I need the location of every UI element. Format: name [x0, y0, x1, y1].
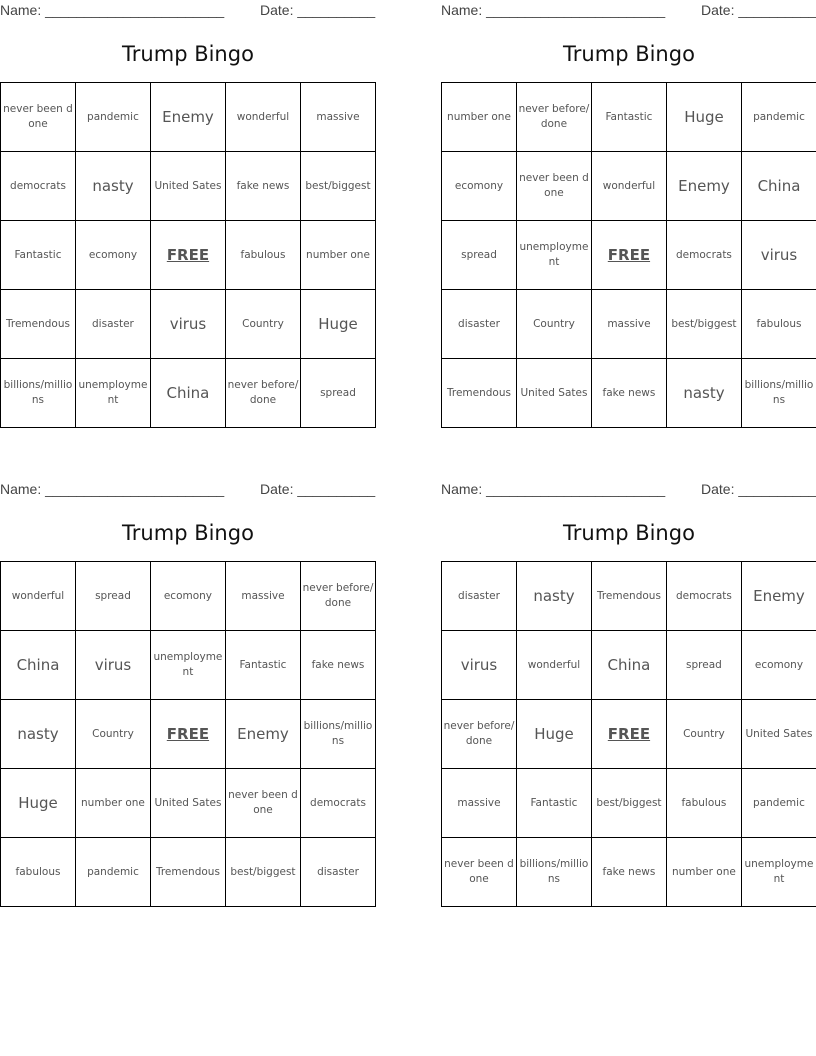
bingo-cell: best/biggest — [666, 290, 741, 359]
bingo-cell: number one — [75, 769, 150, 838]
card-title: Trump Bingo — [122, 521, 254, 545]
bingo-cell: spread — [442, 221, 517, 290]
bingo-cell: wonderful — [225, 83, 300, 152]
bingo-cell: fake news — [225, 152, 300, 221]
grid-row — [1, 290, 376, 359]
bingo-cell: nasty — [1, 700, 76, 769]
name-field-label: Name: _______________________ — [0, 2, 225, 18]
bingo-cell: unemployment — [516, 221, 591, 290]
bingo-cell: ecomony — [741, 631, 816, 700]
bingo-cell: unemployment — [741, 838, 816, 907]
name-field-label: Name: _______________________ — [0, 481, 225, 497]
grid-row — [442, 83, 816, 152]
bingo-cell: fabulous — [666, 769, 741, 838]
card-title: Trump Bingo — [563, 521, 695, 545]
free-cell: FREE — [591, 700, 666, 769]
bingo-cell: Tremendous — [150, 838, 225, 907]
date-field-label: Date: __________ — [701, 2, 816, 18]
bingo-cell: wonderful — [1, 562, 76, 631]
bingo-cell: Fantastic — [591, 83, 666, 152]
bingo-cell: Fantastic — [1, 221, 76, 290]
date-field-label: Date: __________ — [260, 481, 376, 497]
bingo-cell: Huge — [516, 700, 591, 769]
bingo-cell: Enemy — [741, 562, 816, 631]
grid-row — [1, 152, 376, 221]
bingo-cell: fake news — [300, 631, 375, 700]
bingo-cell: virus — [442, 631, 517, 700]
bingo-cell: democrats — [666, 562, 741, 631]
bingo-cell: massive — [591, 290, 666, 359]
grid-row — [1, 838, 376, 907]
bingo-cell: United Sates — [150, 152, 225, 221]
grid-row — [442, 152, 816, 221]
grid-row — [1, 631, 376, 700]
bingo-cell: virus — [741, 221, 816, 290]
bingo-cell: massive — [225, 562, 300, 631]
grid-row — [1, 83, 376, 152]
bingo-cell: never before/done — [442, 700, 517, 769]
bingo-cell: spread — [75, 562, 150, 631]
grid-row — [442, 359, 816, 428]
bingo-cell: Fantastic — [225, 631, 300, 700]
bingo-cell: number one — [442, 83, 517, 152]
bingo-cell: Huge — [1, 769, 76, 838]
bingo-cell: disaster — [442, 290, 517, 359]
name-date-row — [441, 481, 816, 499]
bingo-cell: pandemic — [741, 83, 816, 152]
bingo-grid — [441, 561, 816, 907]
bingo-cell: never been done — [442, 838, 517, 907]
bingo-cell: China — [150, 359, 225, 428]
bingo-cell: never before/done — [225, 359, 300, 428]
grid-row — [1, 562, 376, 631]
grid-row — [1, 700, 376, 769]
bingo-cell: nasty — [516, 562, 591, 631]
bingo-cell: nasty — [75, 152, 150, 221]
bingo-cell: billions/millions — [1, 359, 76, 428]
grid-row — [1, 359, 376, 428]
bingo-grid — [441, 82, 816, 428]
bingo-cell: number one — [666, 838, 741, 907]
bingo-cell: spread — [666, 631, 741, 700]
bingo-cell: massive — [442, 769, 517, 838]
bingo-cell: Tremendous — [591, 562, 666, 631]
bingo-grid — [0, 561, 376, 907]
bingo-cell: Tremendous — [1, 290, 76, 359]
grid-row — [1, 769, 376, 838]
bingo-cell: disaster — [300, 838, 375, 907]
name-date-row — [0, 481, 376, 499]
bingo-cell: pandemic — [741, 769, 816, 838]
date-field-label: Date: __________ — [260, 2, 376, 18]
bingo-cell: China — [741, 152, 816, 221]
free-cell: FREE — [150, 221, 225, 290]
grid-row — [442, 838, 816, 907]
grid-row — [442, 290, 816, 359]
bingo-cell: Country — [666, 700, 741, 769]
bingo-cell: fake news — [591, 838, 666, 907]
bingo-cell: Country — [225, 290, 300, 359]
bingo-cell: wonderful — [591, 152, 666, 221]
free-cell: FREE — [150, 700, 225, 769]
bingo-cell: never been done — [516, 152, 591, 221]
bingo-cell: best/biggest — [591, 769, 666, 838]
bingo-cell: fabulous — [741, 290, 816, 359]
bingo-cell: unemployment — [75, 359, 150, 428]
name-date-row — [0, 2, 376, 20]
bingo-cell: number one — [300, 221, 375, 290]
bingo-cell: Huge — [300, 290, 375, 359]
bingo-cell: ecomony — [442, 152, 517, 221]
bingo-cell: billions/millions — [741, 359, 816, 428]
bingo-cell: billions/millions — [516, 838, 591, 907]
bingo-cell: Country — [75, 700, 150, 769]
bingo-cell: China — [1, 631, 76, 700]
bingo-cell: ecomony — [75, 221, 150, 290]
name-date-row — [441, 2, 816, 20]
grid-row — [442, 562, 816, 631]
bingo-cell: United Sates — [150, 769, 225, 838]
bingo-cell: massive — [300, 83, 375, 152]
grid-row — [442, 700, 816, 769]
bingo-cell: Fantastic — [516, 769, 591, 838]
bingo-cell: disaster — [442, 562, 517, 631]
bingo-cell: Tremendous — [442, 359, 517, 428]
bingo-cell: never been done — [1, 83, 76, 152]
bingo-cell: disaster — [75, 290, 150, 359]
card-title: Trump Bingo — [122, 42, 254, 66]
bingo-cell: democrats — [300, 769, 375, 838]
bingo-cell: democrats — [1, 152, 76, 221]
name-field-label: Name: _______________________ — [441, 2, 666, 18]
bingo-cell: Country — [516, 290, 591, 359]
bingo-cell: spread — [300, 359, 375, 428]
bingo-cell: Enemy — [666, 152, 741, 221]
bingo-cell: China — [591, 631, 666, 700]
bingo-cell: democrats — [666, 221, 741, 290]
bingo-cell: fake news — [591, 359, 666, 428]
bingo-cell: Huge — [666, 83, 741, 152]
bingo-cell: pandemic — [75, 838, 150, 907]
bingo-cell: pandemic — [75, 83, 150, 152]
bingo-cell: best/biggest — [225, 838, 300, 907]
grid-row — [442, 631, 816, 700]
bingo-cell: United Sates — [741, 700, 816, 769]
bingo-cell: Enemy — [225, 700, 300, 769]
bingo-cell: virus — [150, 290, 225, 359]
bingo-cell: unemployment — [150, 631, 225, 700]
bingo-grid — [0, 82, 376, 428]
bingo-cell: wonderful — [516, 631, 591, 700]
grid-row — [442, 769, 816, 838]
bingo-cell: Enemy — [150, 83, 225, 152]
bingo-cell: never been done — [225, 769, 300, 838]
free-cell: FREE — [591, 221, 666, 290]
grid-row — [442, 221, 816, 290]
bingo-cell: never before/done — [300, 562, 375, 631]
card-title: Trump Bingo — [563, 42, 695, 66]
bingo-cell: never before/done — [516, 83, 591, 152]
grid-row — [1, 221, 376, 290]
bingo-cell: ecomony — [150, 562, 225, 631]
bingo-cell: fabulous — [225, 221, 300, 290]
name-field-label: Name: _______________________ — [441, 481, 666, 497]
bingo-cell: virus — [75, 631, 150, 700]
bingo-cell: billions/millions — [300, 700, 375, 769]
bingo-cell: best/biggest — [300, 152, 375, 221]
date-field-label: Date: __________ — [701, 481, 816, 497]
bingo-cell: fabulous — [1, 838, 76, 907]
bingo-cell: United Sates — [516, 359, 591, 428]
bingo-cell: nasty — [666, 359, 741, 428]
